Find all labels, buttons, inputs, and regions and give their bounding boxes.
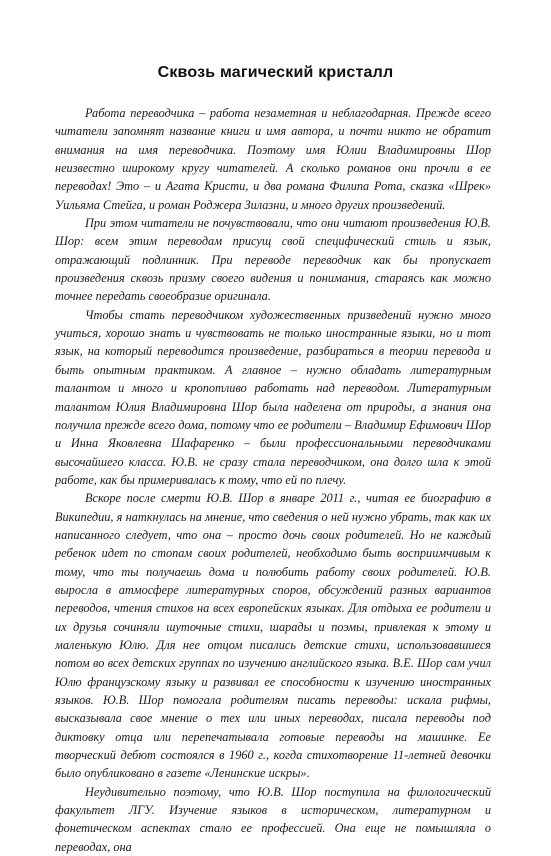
chapter-title: Сквозь магический кристалл: [157, 64, 394, 81]
paragraph: Вскоре после смерти Ю.В. Шор в январе 2011 г., читая ее биографию в Википедии, я наткнулась на мнение, что сведения о ней нужно убрать, так как их написанного следует, что она – просто дочь своих родителей. Но не каждый ребенок идет по стопам своих родителей, необходимо быть восприимчивым к тому, что ты получаешь дома и полюбить работу своих родителей. Ю.В. выросла в атмосфере литературных споров, обсуждений разных вариантов переводов, чтения стихов на всех европейских языках. Для отдыха ее родители и их друзья сочиняли шуточные стихи, шарады и поэмы, привлекая к этому и маленькую Юлю. Для нее отцом писались детские стихи, использовавшиеся потом во всех детских группах по изучению английского языка. В.Е. Шор сам учил Юлю французскому языку и развивал ее способности к изучению иностранных языков. Ю.В. Шор помогала родителям писать переводы: искала рифмы, высказывала свое мнение о тех или иных переводах, писала переводы под диктовку отца или перепечатывала готовые переводы на машинке. Ее творческий дебют состоялся в 1960 г., когда стихотворение 11-летней девочки было опубликовано в газете «Ленинские искры».: [55, 491, 491, 781]
paragraph: Чтобы стать переводчиком художественных призведений нужно много учиться, хорошо знать и чувствовать не только иностранные языки, но и тот язык, на который переводится произведение, разбираться в теории перевода и быть опытным практиком. А главное – нужно обладать литературным талантом и много и кропотливо работать над переводом. Литературным талантом Юлия Владимировна Шор была наделена от природы, а знания она получила прежде всего дома, потому что ее родители – Владимир Ефимович Шор и Инна Яковлевна Шафаренко – были профессиональными переводчиками высочайшего класса. Ю.В. не сразу стала переводчиком, она долго шла к этой работе, как бы примеривалась к тому, что ей по плечу.: [55, 307, 491, 487]
chapter-body: [55, 104, 491, 856]
paragraph: Работа переводчика – работа незаметная и неблагодарная. Прежде всего читатели запомнят название книги и имя автора, и почти никто не обратит внимания на имя переводчика. Поэтому имя Юлии Владимировны Шор неизвестно широкому кругу читателей. А сколько романов они прочли в ее переводах! Это – и Агата Кристи, и два романа Филипа Рота, сказка «Шрек» Уильяма Стейга, и роман Роджера Зилазни, и много других произведений.: [55, 106, 491, 212]
paragraph: Неудивительно поэтому, что Ю.В. Шор поступила на филологический факультет ЛГУ. Изучение языков в историческом, литературном и фонетическом аспектах стало ее профессией. Она еще не помышляла о переводах, она: [55, 784, 491, 854]
paragraph: При этом читатели не почувствовали, что они читают произведения Ю.В. Шор: всем этим переводам присущ свой специфический стиль и язык, отражающий подлинник. При переводе переводчик как бы пропускает произведения сквозь призму своего видения и понимания, стараясь как можно точнее передать своеобразие оригинала.: [55, 216, 491, 304]
